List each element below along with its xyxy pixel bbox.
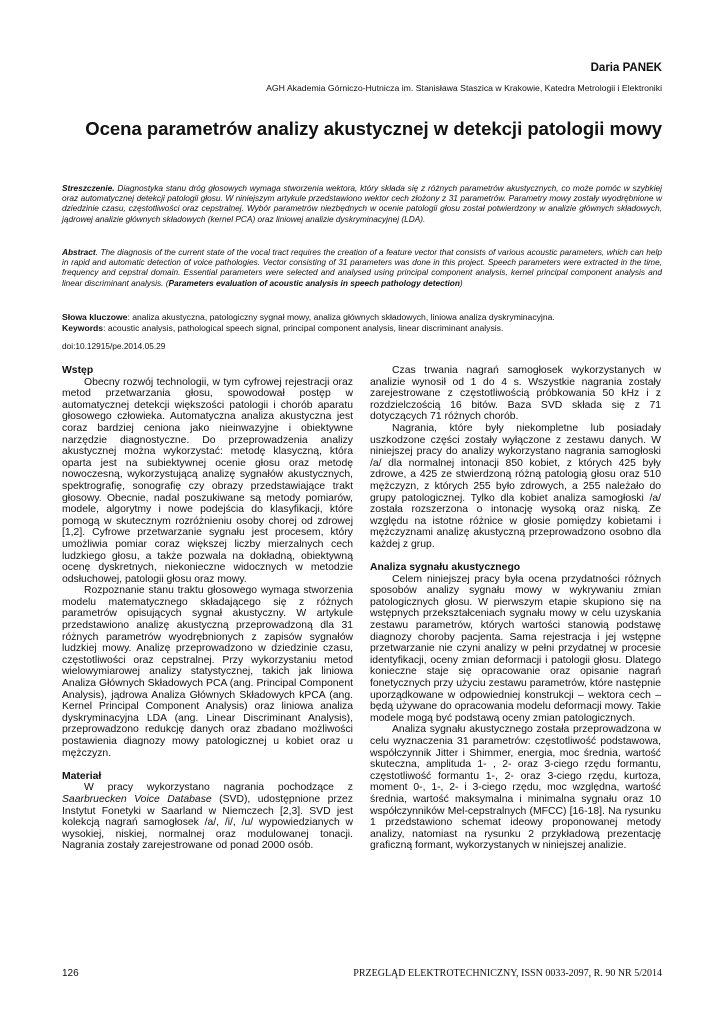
material-text-a: W pracy wykorzystano nagrania pochodzące z <box>84 782 353 794</box>
page-number: 126 <box>62 968 79 979</box>
keywords-polish-text: : analiza akustyczna, patologiczny sygnał mowy, analiza głównych składowych, liniowa analiza dyskryminacyjna. <box>127 312 555 322</box>
keywords-english <box>62 323 662 334</box>
keywords-polish <box>62 312 662 323</box>
abstract-polish <box>62 183 662 224</box>
abstract-english-text: . The diagnosis of the current state of the vocal tract requires the creation of a feature vector that consists of various acoustic parameters, which can help in rapid and automatic detection of voice pathologies. Vector consisting of 31 parameters was done in this project. Speech parameters were extracted in the time, frequency and cepstral domain. Essential parameters were selected and analysed using principal component analysis, kernel principal component analysis and linear discriminant analysis. ( <box>62 247 662 288</box>
heading-analysis: Analiza sygnału akustycznego <box>370 562 521 574</box>
abstract-english-label: Abstract <box>62 247 96 257</box>
author-affiliation: AGH Akademia Górniczo-Hutnicza im. Stanisława Staszica w Krakowie, Katedra Metrologii i Elektroniki <box>266 83 662 93</box>
right-paragraph-3: Celem niniejszej pracy była ocena przydatności różnych sposobów analizy sygnału mowy w wykrywaniu zmian patologicznych głosu. W pierwszym etapie skupiono się na wstępnych przekształceniach sygnału mowy w celu uzyskania zestawu parametrów, których wartości stanowią podstawę diagnozy choroby pacjenta. Sama rejestracja i jej wstępne przetwarzanie nie czyni analizy w pełni przydatnej w procesie identyfikacji, oceny zmian deformacji i patologii głosu. Dlatego konieczne staje się opracowanie oraz opisanie nagrań fonetycznych przy użyciu zestawu parametrów, które następnie uporządkowane w odpowiedniej konstrukcji – wektora cech – będą używane do opracowania modelu deformacji mowy. Takie modele mogą być podstawą oceny zmian patologicznych. <box>370 573 661 724</box>
right-paragraph-1: Czas trwania nagrań samogłosek wykorzystanych w analizie wynosił od 1 do 4 s. Wszystkie nagrania zostały zarejestrowane z częstotliwością próbkowania 50 kHz i z rozdzielczością 16 bitów. Baza SVD składa się z 71 dotyczących 71 różnych chorób. <box>370 365 661 423</box>
heading-intro: Wstęp <box>62 365 94 376</box>
journal-footer: PRZEGLĄD ELEKTROTECHNICZNY, ISSN 0033-2097, R. 90 NR 5/2014 <box>353 968 662 979</box>
abstract-english <box>62 247 662 288</box>
right-paragraph-2: Nagrania, które były niekompletne lub posiadały uszkodzone części zostały wyłączone z zestawu danych. W niniejszej pracy do analizy wykorzystano nagrania samogłoski /a/ dla normalnej intonacji 850 kobiet, z których 425 były zdrowe, a 425 ze stwierdzoną różną patologią głosu oraz 510 mężczyzn, z których 255 było zdrowych, a 255 należało do grupy patologicznej. Tylko dla kobiet analiza samogłoski /a/ została rozszerzona o intonację wysoką oraz niską. Ze względu na istotne różnice w głosie pomiędzy kobietami i mężczyznami analizę akustyczną przeprowadzono osobno dla każdej z grup. <box>370 422 661 550</box>
heading-material: Materiał <box>62 770 102 782</box>
material-paragraph <box>62 782 353 852</box>
material-text-b: (SVD), udostępnione przez Instytut Fonetyki w Saarland w Niemczech [2,3]. SVD jest kolekcją nagrań samogłosek /a/, /i/, /u/ wypowiedzianych w wysokiej, niskiej, normalnej oraz modulowanej tonacji. Nagrania zostały zarejestrowane od ponad 2000 osób. <box>62 793 353 852</box>
keywords-polish-label: Słowa kluczowe <box>62 312 128 322</box>
abstract-english-title: Parameters evaluation of acoustic analysis in speech pathology detection <box>168 277 460 288</box>
keywords-english-text: : acoustic analysis, pathological speech signal, principal component analysis, linear discriminant analysis. <box>103 323 504 333</box>
author-name: Daria PANEK <box>590 62 662 74</box>
intro-paragraph-2: Rozpoznanie stanu traktu głosowego wymaga stworzenia modelu matematycznego składającego się z różnych parametrów opisujących sygnał akustyczny. W artykule przedstawiono analizę akustyczną przeprowadzoną dla 31 różnych parametrów wyodrębnionych z zapisów sygnałów ludzkiej mowy. Analizę przeprowadzono w dziedzinie czasu, częstotliwości oraz cepstralnej. Przy wykorzystaniu metod wielowymiarowej analizy statystycznej, takich jak liniowa Analiza Głównych Składowych PCA (ang. Principal Component Analysis), jądrowa Analiza Głównych Składowych kPCA (ang. Kernel Principal Component Analysis) oraz liniowa analiza dyskryminacyjna LDA (ang. Linear Discriminant Analysis), przeprowadzono redukcję danych oraz zbadano możliwości postawienia diagnozy mowy patologicznej u kobiet oraz u mężczyzn. <box>62 585 353 759</box>
intro-paragraph-1: Obecny rozwój technologii, w tym cyfrowej rejestracji oraz metod przetwarzania głosu, spowodował postęp w automatycznej detekcji większości patologii i chorób aparatu głosowego człowieka. Automatyczna analiza akustyczna jest coraz bardziej ceniona jako nieinwazyjne i obiektywne narzędzie diagnostyczne. Do przeprowadzenia analizy akustycznej można wykorzystać: metodę klasyczną, która oparta jest na subiektywnej ocenie głosu oraz metodę nowoczesną, wykorzystującą analizę sygnałów akustycznych, spektrografię, sonografię czy obrazy przedstawiające trakt głosowy. Obecnie, nadal poszukiwane są metody pomiarów, modele, algorytmy i nowe podejścia do klasyfikacji, które pomogą w skutecznym rozróżnieniu osoby chorej od zdrowej [1,2]. Cyfrowe przetwarzanie sygnału jest procesem, który umożliwia pomiar coraz większej liczby mierzalnych cech ludzkiego głosu, a także pozwala na dokładną, obiektywną ocenę dyskretnych, niekonieczne widocznych w metodzie odsłuchowej, patologii głosu oraz mowy. <box>62 376 353 585</box>
doi: doi:10.12915/pe.2014.05.29 <box>62 341 166 351</box>
paper-title: Ocena parametrów analizy akustycznej w detekcji patologii mowy <box>85 118 662 139</box>
left-column <box>62 365 353 852</box>
abstract-english-end: ) <box>459 277 463 288</box>
abstract-polish-text: Diagnostyka stanu dróg głosowych wymaga stworzenia wektora, który składa się z różnych parametrów akustycznych, co może pomóc w szybkiej oraz automatycznej detekcji patologii głosu. W niniejszym artykule przedstawiono wektor cech złożony z 31 parametrów. Parametry mowy zostały wyodrębnione w dziedzinie czasu, częstotliwości oraz cepstralnej. Wybór parametrów niezbędnych w ocenie patologii głosu został potwierdzony w analizie głównych składowych, jądrowej analizie głównych składowych (kernel PCA) oraz liniowej analizie dyskryminacyjnej (LDA). <box>62 183 662 224</box>
keywords-english-label: Keywords <box>62 323 104 333</box>
material-database-name: Saarbruecken Voice Database <box>62 793 212 805</box>
right-column <box>370 365 661 852</box>
right-paragraph-4: Analiza sygnału akustycznego została przeprowadzona w celu wyznaczenia 31 parametrów: częstotliwość podstawowa, współczynnik Jitter i Shimmer, energia, moc średnia, wartość skuteczna, amplituda 1- , 2- oraz 3-ciego rzędu formantu, częstotliwość formantu 1-, 2- oraz 3-ciego rzędu, kurtoza, moment 0-, 1-, 2- i 3-ciego rzędu, moc względna, wartość średnia, wartość maksymalna i minimalna sygnału oraz 10 współczynników Mel-cepstralnych (MFCC) [16-18]. Na rysunku 1 przedstawiono schemat ideowy proponowanej metody analizy, natomiast na rysunku 2 przykładową prezentację graficzną formant, wykorzystanych w niniejszej analizie. <box>370 724 661 852</box>
abstract-polish-label: Streszczenie. <box>62 183 115 193</box>
